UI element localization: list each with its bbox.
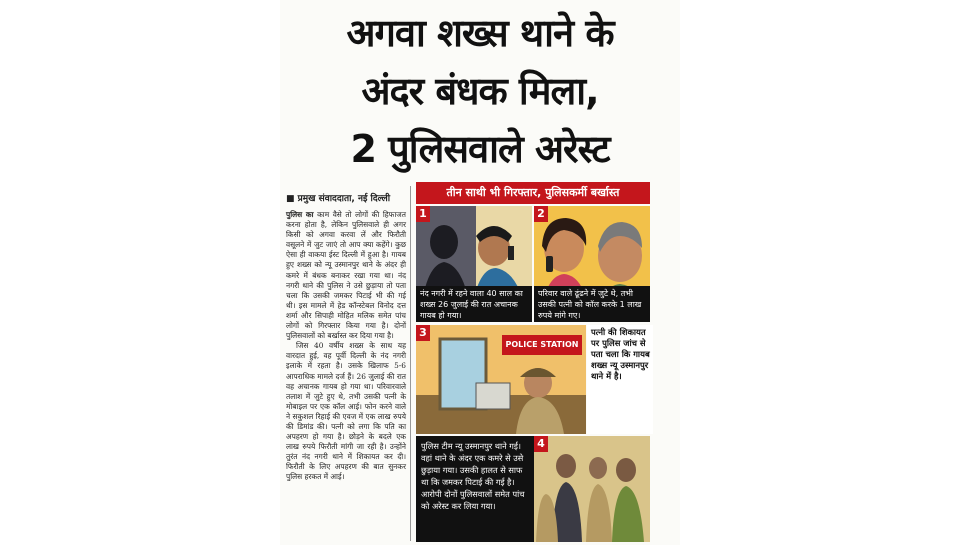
- article-p1-text: काम वैसे तो लोगों की हिफाजत करना होता है, लेकिन पुलिसवाले ही अगर किसी को अगवा करवा लें और फिरौती वसूलने में जुट जाएं तो आप क्या कहेंगे। कुछ ऐसा ही वाकया ईस्ट दिल्ली में हुआ है। गायब हुए शख्स को न्यू उस्मानपुर थाने के अंदर ही कमरे में बंधक बनाकर रखा गया था। नंद नगरी थाने की पुलिस ने उसे छुड़ाया तो पता चला कि उसकी जमकर पिटाई भी की गई थी। इस मामले में हेड कॉन्स्टेबल विनोद दत्त शर्मा और सिपाही मोहित मलिक समेत पांच लोगों को गिरफ्तार किया गया है। दोनों पुलिसवालों को बर्खास्त कर दिया गया है।: [286, 210, 406, 341]
- headline: [280, 4, 680, 178]
- police-station-sign: POLICE STATION: [505, 340, 579, 349]
- headline-line-3: 2 पुलिसवाले अरेस्ट: [350, 127, 610, 171]
- panel-1-caption: नंद नगरी में रहने वाला 40 साल का शख्स 26 जुलाई की रात अचानक गायब हो गया।: [416, 286, 532, 322]
- column-divider: [410, 186, 411, 541]
- headline-line-2: अंदर बंधक मिला,: [361, 69, 599, 113]
- article-paragraph-2: जिस 40 वर्षीय शख्स के साथ यह वारदात हुई, वह पूर्वी दिल्ली के नंद नगरी इलाके में रहता है। उसके खिलाफ 5-6 आपराधिक मामले दर्ज हैं। 26 जुलाई की रात वह अचानक गायब हो गया था। परिवारवाले तलाश में जुटे हुए थे, तभी उसकी पत्नी के मोबाइल पर एक कॉल आई। फोन करने वाले ने सकुशल रिहाई की एवज में एक लाख रुपये की डिमांड की। पत्नी को लगा कि पति का अपहरण हो गया है। छोड़ने के बदले एक लाख रुपये फिरौती मांगी जा रही है। उन्होंने तुरंत नंद नगरी थाने में शिकायत कर दी। फिरौती के लिए अपहरण की बात सुनकर पुलिस हरकत में आई।: [286, 341, 406, 482]
- panel-1-number: 1: [416, 206, 430, 222]
- comic-panel-1: [416, 206, 532, 322]
- comic-panel-4: [416, 436, 650, 542]
- comic-banner: तीन साथी भी गिरफ्तार, पुलिसकर्मी बर्खास्त: [416, 182, 650, 204]
- comic-panel-2: [534, 206, 650, 322]
- panel-2-number: 2: [534, 206, 548, 222]
- panel-3-number: 3: [416, 325, 430, 341]
- panel-4-number: 4: [534, 436, 548, 452]
- byline: ■ प्रमुख संवाददाता, नई दिल्ली: [286, 194, 391, 204]
- panel-3-caption: पत्नी की शिकायत पर पुलिस जांच से पता चला कि गायब शख्स न्यू उस्मानपुर थाने में है।: [591, 327, 650, 381]
- headline-line-1: अगवा शख्स थाने के: [346, 11, 614, 55]
- comic-panel-3: [416, 325, 586, 434]
- article-body: [286, 210, 406, 483]
- article-paragraph-1: [286, 210, 406, 341]
- newspaper-clipping: [280, 0, 680, 545]
- panel-2-caption: परिवार वाले ढूंढने में जुटे थे, तभी उसकी पत्नी को कॉल करके 1 लाख रुपये मांगे गए।: [534, 286, 650, 322]
- panel-4-caption: पुलिस टीम न्यू उस्मानपुर थाने गई। वहां थाने के अंदर एक कमरे से उसे छुड़ाया गया। उसकी हालत से साफ था कि जमकर पिटाई की गई है। आरोपी दोनों पुलिसवालों समेत पांच को अरेस्ट कर लिया गया।: [416, 436, 534, 542]
- panel-3-caption-box: [587, 325, 653, 434]
- article-lead: पुलिस का: [286, 210, 314, 219]
